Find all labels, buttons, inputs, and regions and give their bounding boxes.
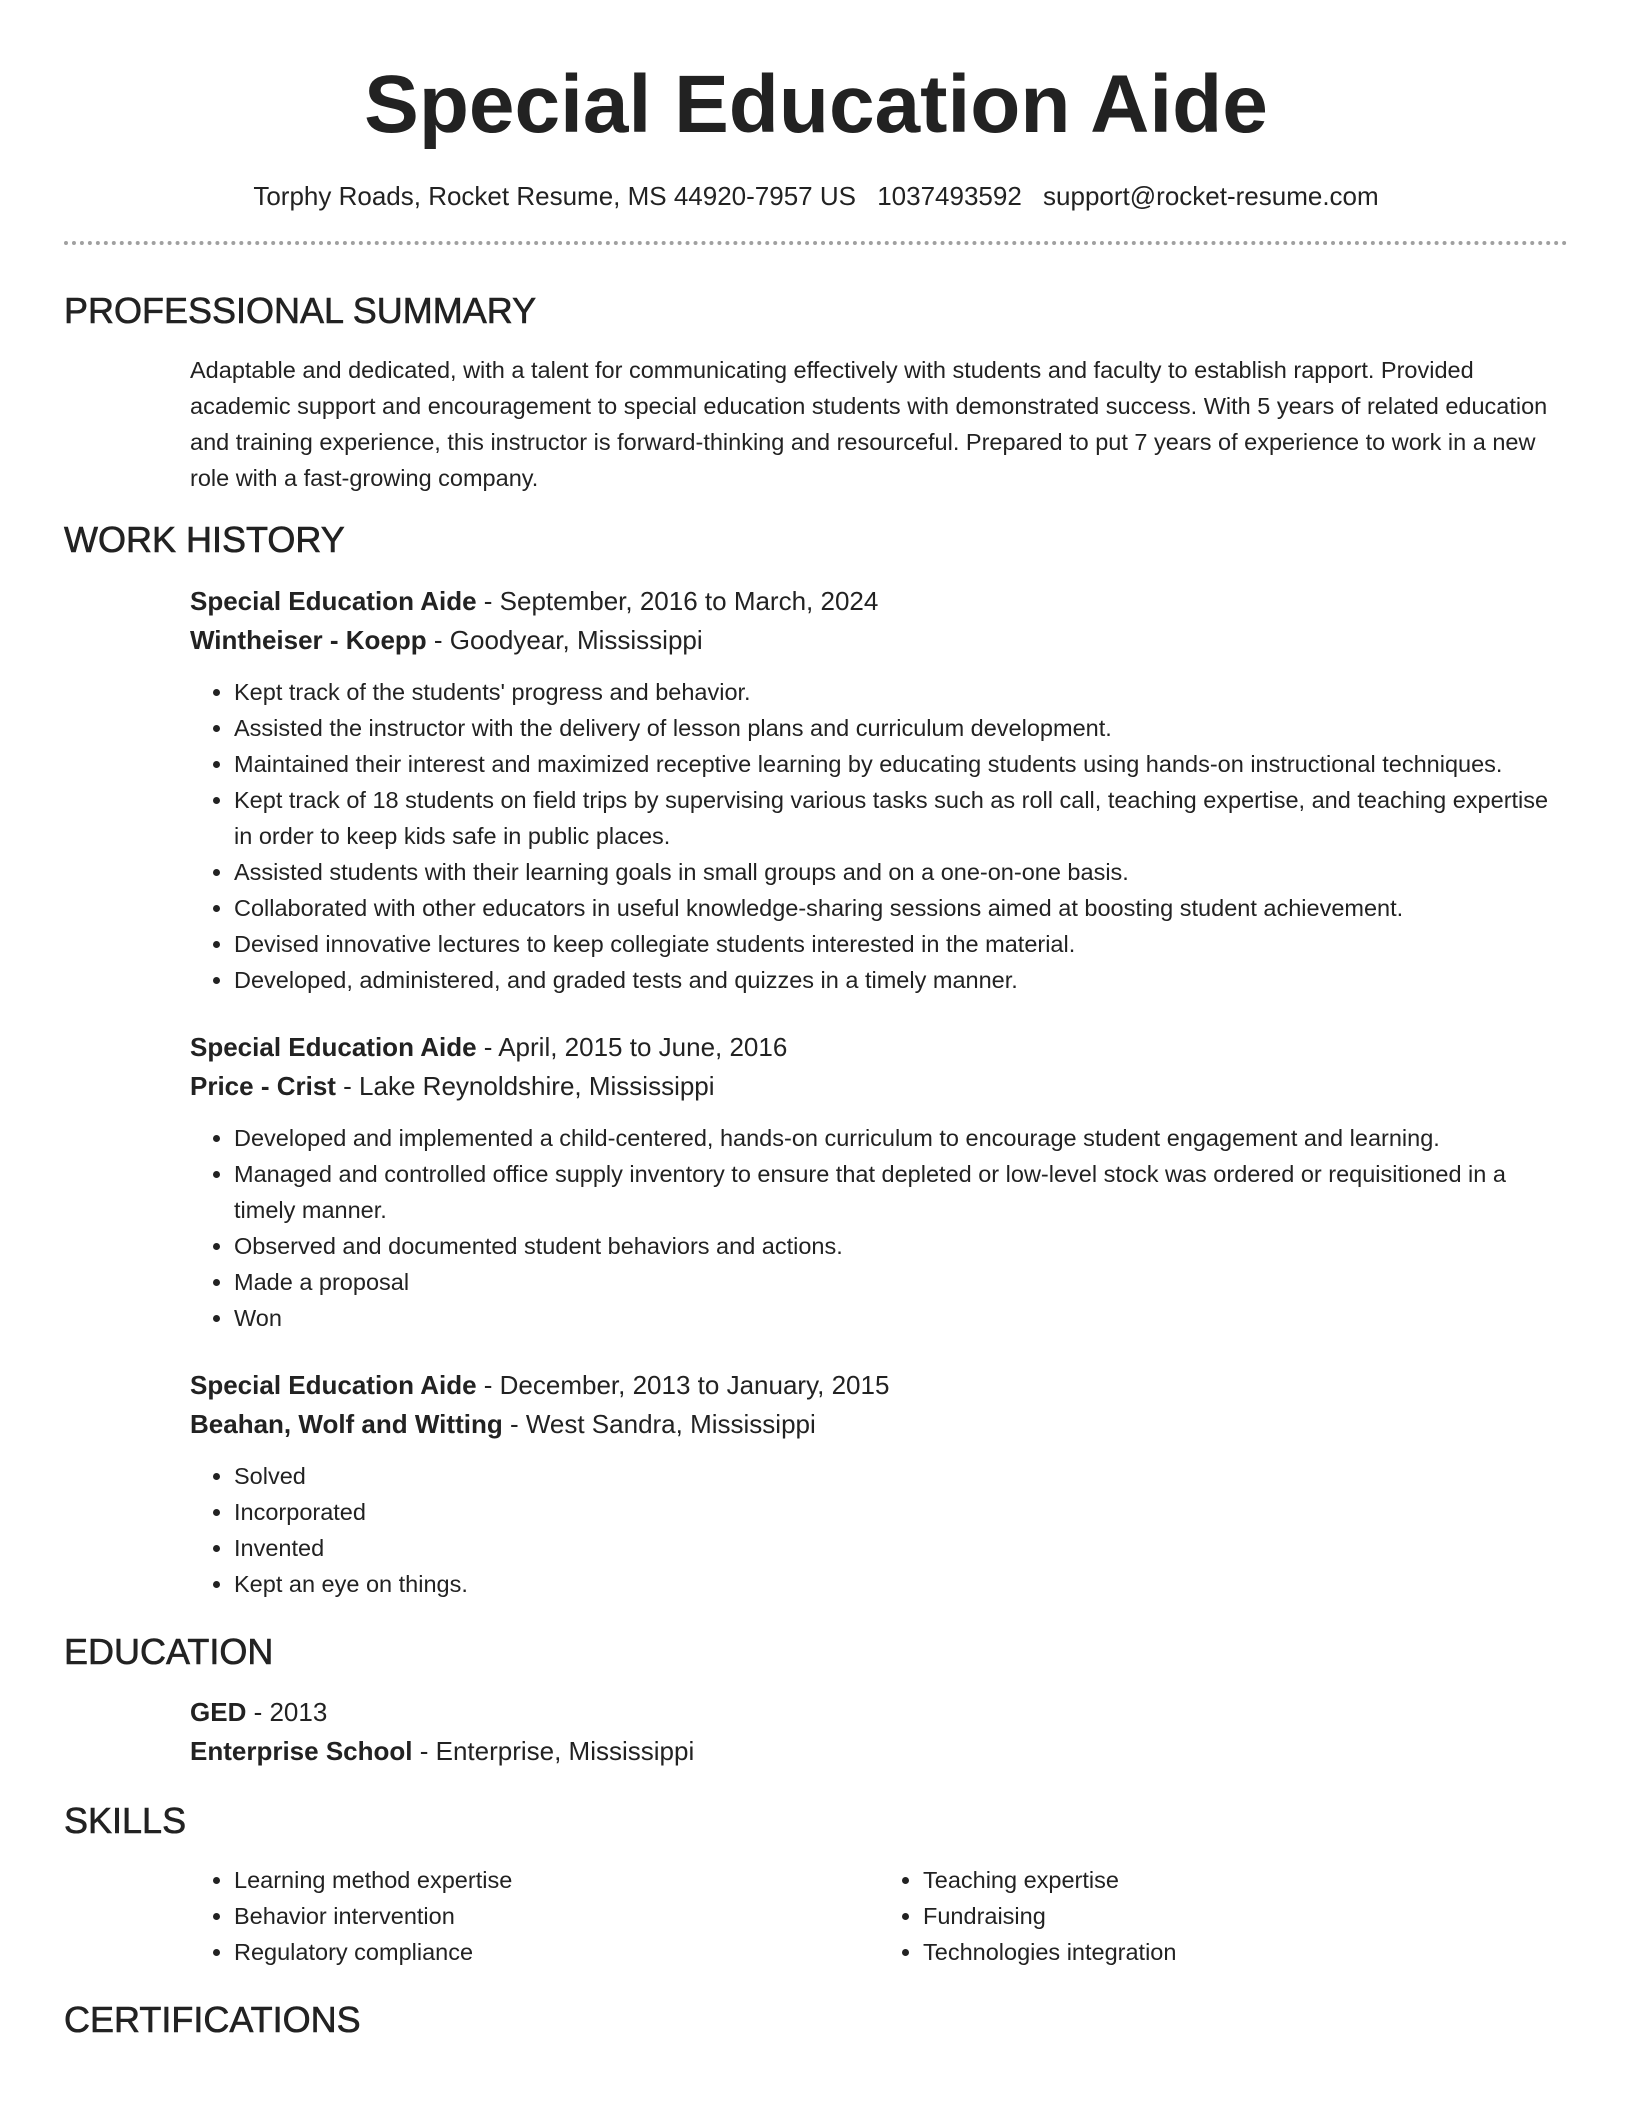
job-bullets — [190, 1120, 1568, 1336]
job-role: Special Education Aide — [190, 585, 477, 616]
job-company-line — [190, 1067, 1568, 1106]
education-degree-line — [190, 1693, 1568, 1732]
skill-item: • Behavior intervention — [234, 1898, 879, 1934]
list-item: • Observed and documented student behaviors and actions. — [234, 1228, 1568, 1264]
skill-item: • Fundraising — [923, 1898, 1568, 1934]
list-item: • Kept track of the students' progress and behavior. — [234, 674, 1568, 710]
job-entry — [190, 1028, 1568, 1336]
education-school: Enterprise School — [190, 1735, 413, 1766]
list-item: • Collaborated with other educators in useful knowledge-sharing sessions aimed at boosting student achievement. — [234, 890, 1568, 926]
skill-item: • Technologies integration — [923, 1934, 1568, 1970]
section-title-work-history: WORK HISTORY — [64, 519, 345, 561]
skill-item: • Teaching expertise — [923, 1862, 1568, 1898]
job-company-line — [190, 621, 1568, 660]
section-title-skills: SKILLS — [64, 1799, 187, 1841]
education-year: - 2013 — [246, 1696, 328, 1727]
list-item: • Kept an eye on things. — [234, 1566, 1568, 1602]
list-item: • Kept track of 18 students on field trips by supervising various tasks such as roll call, teaching expertise, and teaching expertise in order to keep kids safe in public places. — [234, 782, 1568, 854]
job-location: - West Sandra, Mississippi — [502, 1408, 816, 1439]
candidate-name: Special Education Aide — [364, 59, 1268, 150]
skill-item: • Learning method expertise — [234, 1862, 879, 1898]
job-title-line — [190, 1366, 1568, 1405]
list-item: • Maintained their interest and maximized receptive learning by educating students using hands-on instructional techniques. — [234, 746, 1568, 782]
list-item: • Developed and implemented a child-centered, hands-on curriculum to encourage student engagement and learning. — [234, 1120, 1568, 1156]
section-title-summary: PROFESSIONAL SUMMARY — [64, 290, 537, 332]
resume-page — [64, 0, 1568, 2041]
list-item: • Won — [234, 1300, 1568, 1336]
education-entry — [190, 1693, 1568, 1771]
skills-column-right — [879, 1862, 1568, 1970]
job-title-line — [190, 1028, 1568, 1067]
job-company: Price - Crist — [190, 1070, 336, 1101]
contact-email: support@rocket-resume.com — [1043, 181, 1379, 211]
job-location: - Goodyear, Mississippi — [426, 624, 703, 655]
list-item: • Assisted students with their learning goals in small groups and on a one-on-one basis. — [234, 854, 1568, 890]
job-bullets — [190, 1458, 1568, 1602]
list-item: • Devised innovative lectures to keep collegiate students interested in the material. — [234, 926, 1568, 962]
job-entry — [190, 1366, 1568, 1602]
contact-phone: 1037493592 — [877, 181, 1022, 211]
list-item: • Made a proposal — [234, 1264, 1568, 1300]
list-item: • Managed and controlled office supply inventory to ensure that depleted or low-level stock was ordered or requisitioned in a timely manner. — [234, 1156, 1568, 1228]
job-dates: - September, 2016 to March, 2024 — [476, 585, 879, 616]
job-company: Wintheiser - Koepp — [190, 624, 427, 655]
job-dates: - December, 2013 to January, 2015 — [476, 1369, 890, 1400]
contact-line — [64, 181, 1568, 212]
skills-column-left — [190, 1862, 879, 1970]
list-item: • Invented — [234, 1530, 1568, 1566]
job-entry — [190, 582, 1568, 998]
list-item: • Incorporated — [234, 1494, 1568, 1530]
education-location: - Enterprise, Mississippi — [412, 1735, 695, 1766]
job-bullets — [190, 674, 1568, 998]
list-item: • Developed, administered, and graded tests and quizzes in a timely manner. — [234, 962, 1568, 998]
summary-text: Adaptable and dedicated, with a talent for communicating effectively with students and faculty to establish rapport. Provided academic support and encouragement to special education students with demonstrated success. With 5 years of related education and training experience, this instructor is forward-thinking and resourceful. Prepared to put 7 years of experience to work in a new role with a fast-growing company. — [190, 357, 1548, 492]
section-title-certifications: CERTIFICATIONS — [64, 1998, 361, 2040]
job-company-line — [190, 1405, 1568, 1444]
job-company: Beahan, Wolf and Witting — [190, 1408, 503, 1439]
header-divider — [64, 241, 1568, 245]
summary-section — [190, 352, 1568, 496]
list-item: • Solved — [234, 1458, 1568, 1494]
skill-item: • Regulatory compliance — [234, 1934, 879, 1970]
education-school-line — [190, 1732, 1568, 1771]
skills-grid — [190, 1862, 1568, 1970]
contact-address: Torphy Roads, Rocket Resume, MS 44920-7957 US — [253, 181, 856, 211]
job-role: Special Education Aide — [190, 1031, 477, 1062]
education-degree: GED — [190, 1696, 247, 1727]
section-title-education: EDUCATION — [64, 1630, 274, 1672]
job-location: - Lake Reynoldshire, Mississippi — [335, 1070, 715, 1101]
job-role: Special Education Aide — [190, 1369, 477, 1400]
list-item: • Assisted the instructor with the delivery of lesson plans and curriculum development. — [234, 710, 1568, 746]
job-dates: - April, 2015 to June, 2016 — [476, 1031, 788, 1062]
job-title-line — [190, 582, 1568, 621]
